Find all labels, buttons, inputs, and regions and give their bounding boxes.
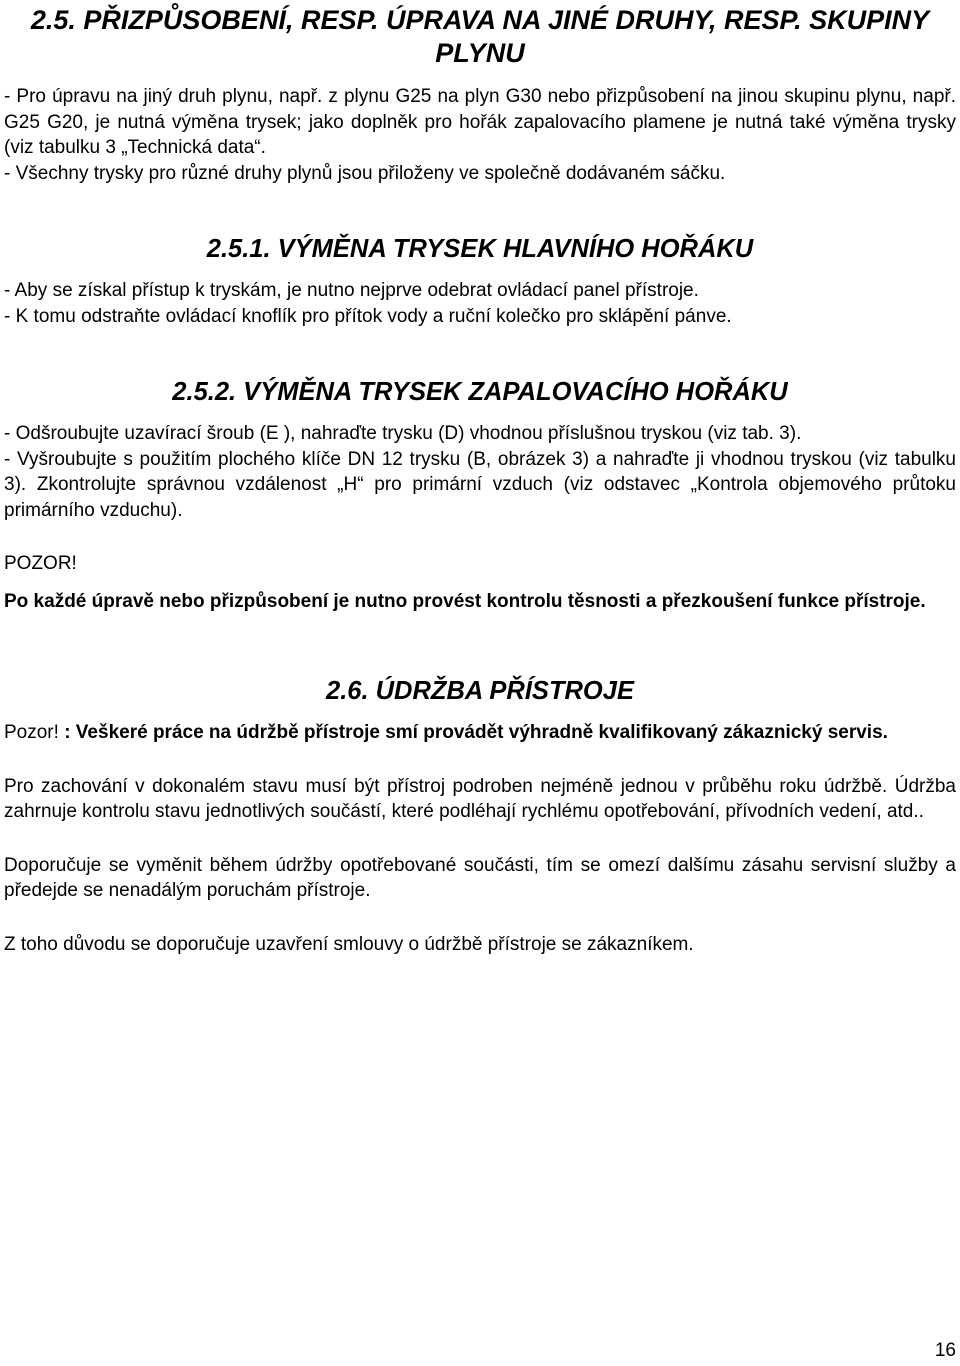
section-2-5-1-paragraph-1: - Aby se získal přístup k tryskám, je nutno nejprve odebrat ovládací panel přístroje.: [4, 280, 699, 301]
section-2-5-2-paragraph-1: - Odšroubujte uzavírací šroub (E ), nahraďte trysku (D) vhodnou příslušnou tryskou (viz tab. 3).: [4, 423, 802, 444]
section-2-5-2-title: 2.5.2. VÝMĚNA TRYSEK ZAPALOVACÍHO HOŘÁKU: [172, 378, 788, 406]
caution-text: : Veškeré práce na údržbě přístroje smí provádět výhradně kvalifikovaný zákaznický servis.: [58, 722, 888, 743]
section-2-5-title: 2.5. PŘIZPŮSOBENÍ, RESP. ÚPRAVA NA JINÉ DRUHY, RESP. SKUPINY PLYNU: [30, 5, 930, 68]
section-2-5-1-paragraph-2: - K tomu odstraňte ovládací knoflík pro přítok vody a ruční kolečko pro sklápění pánve.: [4, 305, 732, 327]
section-2-6-paragraph-1: Pro zachování v dokonalém stavu musí být přístroj podroben nejméně jednou v průběhu roku údržbě. Údržba zahrnuje kontrolu stavu jednotlivých součástí, které podléhají rychlému opotřebování, přívodních vedení, atd..: [4, 775, 956, 822]
page-number: 16: [934, 1340, 956, 1361]
section-2-6-title: 2.6. ÚDRŽBA PŘÍSTROJE: [326, 677, 634, 705]
section-2-5-2-paragraph-2: - Vyšroubujte s použitím plochého klíče DN 12 trysku (B, obrázek 3) a nahraďte ji vhodnou tryskou (viz tabulku 3). Zkontrolujte správnou vzdálenost „H“ pro primární vzduch (viz odstavec „Kontrola objemového průtoku primárního vzduchu).: [4, 448, 956, 521]
section-2-6-paragraph-2: Doporučuje se vyměnit během údržby opotřebované součásti, tím se omezí dalšímu zásahu servisní služby a předejde se nenadálým poruchám přístroje.: [4, 854, 956, 901]
section-2-5-paragraph-2: - Všechny trysky pro různé druhy plynů jsou přiloženy ve společně dodávaném sáčku.: [4, 162, 726, 184]
caution-label: Pozor!: [4, 722, 59, 743]
warning-label: POZOR!: [4, 553, 77, 574]
document-page: [4, 0, 956, 957]
caution-paragraph: [4, 720, 956, 746]
section-2-6-paragraph-3: Z toho důvodu se doporučuje uzavření smlouvy o údržbě přístroje se zákazníkem.: [4, 933, 694, 955]
section-2-5-1-title: 2.5.1. VÝMĚNA TRYSEK HLAVNÍHO HOŘÁKU: [206, 235, 754, 263]
section-2-5-paragraph-1: - Pro úpravu na jiný druh plynu, např. z plynu G25 na plyn G30 nebo přizpůsobení na jinou skupinu plynu, např. G25 G20, je nutná výměna trysek; jako doplněk pro hořák zapalovacího plamene je nutná také výměna trysky (viz tabulku 3 „Technická data“.: [4, 86, 956, 158]
warning-text: Po každé úpravě nebo přizpůsobení je nutno provést kontrolu těsnosti a přezkoušení funkce přístroje.: [4, 590, 926, 612]
